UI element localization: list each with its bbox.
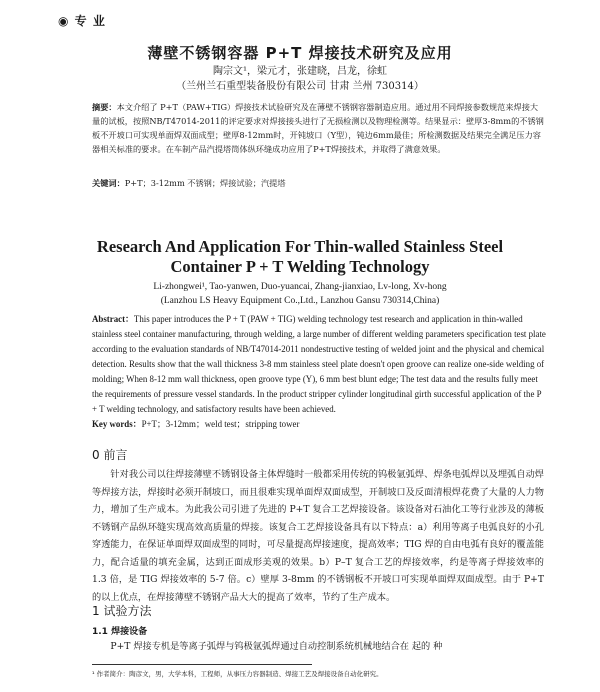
english-authors: Li-zhongwei¹, Tao-yanwen, Duo-yuancai, Zhang-jianxiao, Lv-long, Xv-hong: [153, 282, 447, 292]
chinese-keywords-text: P+T；3-12mm 不锈钢；焊接试验；汽提塔: [124, 178, 286, 188]
chinese-affiliation: （兰州兰石重型装备股份有限公司 甘肃 兰州 730314）: [176, 81, 424, 92]
chinese-keywords: [92, 176, 544, 190]
section-1-body: [92, 638, 544, 656]
section-0-body: [92, 466, 544, 606]
english-title: [0, 237, 600, 277]
english-abstract-label: Abstract：: [92, 314, 134, 324]
chinese-abstract: [92, 100, 544, 156]
chinese-abstract-label: 摘要：: [92, 102, 117, 112]
section-1-heading: 1 试验方法: [92, 604, 152, 618]
english-affiliation: (Lanzhou LS Heavy Equipment Co.,Ltd., Lanzhou Gansu 730314,China): [160, 296, 440, 306]
english-keywords: [92, 417, 548, 432]
english-title-line2: Container P + T Welding Technology: [170, 257, 430, 276]
english-abstract-text: This paper introduces the P + T (PAW + TIG) welding technology test research and application in thin-walled stainless steel container manufacturing, through welding, a large number of different welding parameters specification test plate according to the evaluation standards of NB/T47014-2011 nondestructive testing of welded joint and the physical and chemical detection. Results show that the wall thickness 3-8 mm stainless steel plate doesn't open groove can realize one-side welding of molding; When 8-12 mm wall thickness, open groove type (Y), 6 mm best blunt edge; The test data and the results fully meet the requirements of pressure vessel standards. In the product stripper cylinder longitudinal girth successful application of the P + T welding technology, and satisfactory results have been achieved.: [92, 314, 546, 414]
english-keywords-label: Key words：: [92, 419, 142, 429]
subsection-1-1-heading: 1.1 焊接设备: [92, 627, 148, 637]
english-abstract: [92, 312, 548, 417]
section-1-paragraph: P+T 焊接专机是等离子弧焊与钨极氩弧焊通过自动控制系统机械地结合在 起的 种: [110, 641, 443, 652]
chinese-authors: 陶宗文¹，梁元才，张建晓，吕龙，徐虹: [212, 66, 387, 77]
chinese-title: 薄壁不锈钢容器 P+T 焊接技术研究及应用: [147, 44, 453, 62]
footnote-divider: [92, 664, 312, 665]
section-0-heading: 0 前言: [92, 448, 128, 462]
chinese-abstract-text: 本文介绍了 P+T（PAW+TIG）焊接技术试验研究及在薄壁不锈钢容器制造应用。通过用不同焊接参数规范来焊接大量的试板，按照NB/T47014-2011的评定要求对焊接接头进行了无损检测以及物理检测等。结果显示：壁厚3-8mm的不锈钢板不开坡口可实现单面焊双面成型；壁厚8-12mm时，开钝坡口（Y型），钝边6mm最佳；所检测数据及结果完全满足压力容器相关标准的要求。在车制产品汽提塔筒体纵环缝成功应用了P+T焊接技术，并取得了满意效果。: [92, 102, 544, 154]
chinese-keywords-label: 关键词：: [92, 178, 125, 188]
footnote: ¹ 作者简介：陶彦文，男，大学本科，工程师，从事压力容器制造、焊接工艺及焊接设备自动化研究。: [92, 670, 383, 678]
section-0-paragraph: 针对我公司以往焊接薄壁不锈钢设备主体焊缝时一般都采用传统的钨极氩弧焊、焊条电弧焊以及埋弧自动焊等焊接方法，焊接时必须开制坡口，而且很难实现单面焊双面成型，开制坡口及反面清根焊花费了大量的人力物力，增加了生产成本。为此我公司引进了先进的 P+T 复合工艺焊接设备。该设备对石油化工等行业涉及的薄板不锈钢产品纵环缝实现高效高质量的焊接。该复合工艺焊接设备具有以下特点：a）利用等离子电弧良好的小孔穿透能力，在保证单面焊双面成型的同时，可尽量提高焊接速度，提高效率；TIG 焊的自由电弧有良好的覆盖能力，配合适量的填充金属，达到正面成形美观的效果。b）P–T 复合工艺的焊接效率，约是等离子焊接效率的 1.3 倍，是 TIG 焊接效率的 5-7 倍。c）壁厚 3-8mm 的不锈钢板不开坡口可实现单面焊双面成型。由于 P+T 的以上优点，在焊接薄壁不锈钢产品大大的提高了效率，节约了生产成本。: [92, 469, 544, 603]
english-keywords-text: P+T；3-12mm；weld test；stripping tower: [141, 419, 300, 429]
journal-logo: ◉ 专 业: [58, 14, 106, 28]
english-title-line1: Research And Application For Thin-walled Stainless Steel: [96, 237, 504, 256]
